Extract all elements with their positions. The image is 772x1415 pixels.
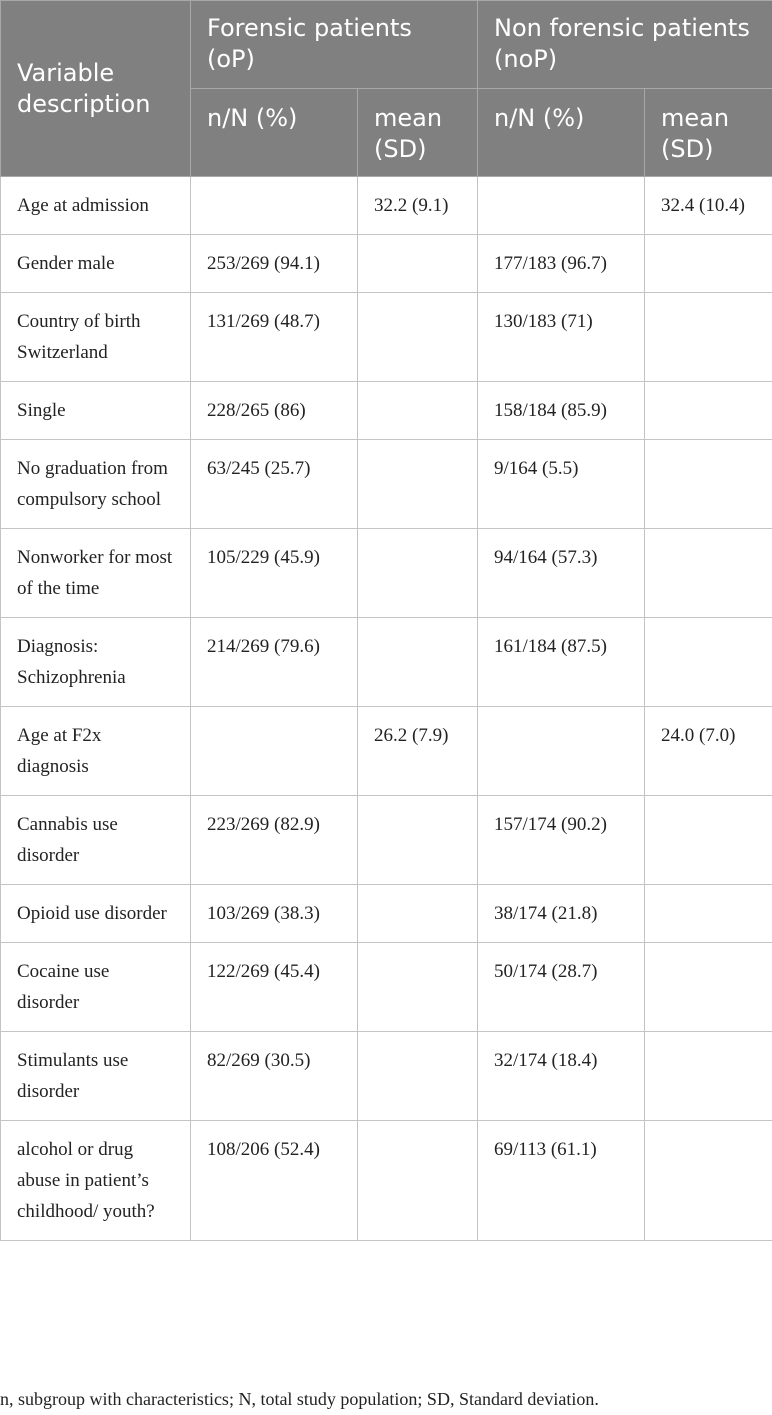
table-row bbox=[1, 293, 772, 382]
cell-op-n-percent: 131/269 (48.7) bbox=[191, 293, 358, 382]
cell-variable: Cocaine use disorder bbox=[1, 943, 191, 1032]
cell-op-n-percent: 103/269 (38.3) bbox=[191, 885, 358, 943]
cell-variable: Age at F2x diagnosis bbox=[1, 707, 191, 796]
header-forensic-patients: Forensic patients (oP) bbox=[191, 1, 478, 89]
cell-variable: Stimulants use disorder bbox=[1, 1032, 191, 1121]
cell-nop-n-percent: 94/164 (57.3) bbox=[478, 529, 645, 618]
cell-nop-n-percent: 177/183 (96.7) bbox=[478, 235, 645, 293]
cell-nop-mean-sd bbox=[645, 796, 772, 885]
cell-op-mean-sd bbox=[358, 529, 478, 618]
cell-nop-mean-sd bbox=[645, 943, 772, 1032]
table-row bbox=[1, 235, 772, 293]
cell-op-mean-sd bbox=[358, 1121, 478, 1241]
cell-nop-mean-sd bbox=[645, 440, 772, 529]
cell-nop-mean-sd bbox=[645, 885, 772, 943]
table-row bbox=[1, 796, 772, 885]
table-row bbox=[1, 1121, 772, 1241]
header-variable-description: Variable description bbox=[1, 1, 191, 177]
cell-variable: Gender male bbox=[1, 235, 191, 293]
cell-variable: Opioid use disorder bbox=[1, 885, 191, 943]
cell-op-mean-sd bbox=[358, 440, 478, 529]
cell-op-n-percent: 228/265 (86) bbox=[191, 382, 358, 440]
cell-nop-n-percent: 32/174 (18.4) bbox=[478, 1032, 645, 1121]
table-body bbox=[1, 177, 772, 1241]
table-header bbox=[1, 1, 772, 177]
table-row bbox=[1, 943, 772, 1032]
cell-op-mean-sd bbox=[358, 1032, 478, 1121]
cell-op-n-percent: 253/269 (94.1) bbox=[191, 235, 358, 293]
header-op-n-percent: n/N (%) bbox=[191, 89, 358, 177]
cell-op-n-percent bbox=[191, 707, 358, 796]
cell-nop-n-percent: 130/183 (71) bbox=[478, 293, 645, 382]
header-op-mean-sd: mean (SD) bbox=[358, 89, 478, 177]
cell-nop-mean-sd bbox=[645, 293, 772, 382]
header-nop-mean-sd: mean (SD) bbox=[645, 89, 772, 177]
cell-op-mean-sd bbox=[358, 618, 478, 707]
cell-variable: Age at admission bbox=[1, 177, 191, 235]
table-footnote: n, subgroup with characteristics; N, total study population; SD, Standard deviation. bbox=[0, 1389, 599, 1409]
cell-variable: Diagnosis: Schizophrenia bbox=[1, 618, 191, 707]
cell-nop-n-percent: 9/164 (5.5) bbox=[478, 440, 645, 529]
cell-nop-n-percent: 69/113 (61.1) bbox=[478, 1121, 645, 1241]
cell-op-n-percent: 105/229 (45.9) bbox=[191, 529, 358, 618]
cell-op-mean-sd bbox=[358, 796, 478, 885]
cell-nop-n-percent bbox=[478, 707, 645, 796]
cell-op-n-percent: 122/269 (45.4) bbox=[191, 943, 358, 1032]
cell-nop-n-percent: 157/174 (90.2) bbox=[478, 796, 645, 885]
cell-variable: No graduation from compulsory school bbox=[1, 440, 191, 529]
cell-variable: Cannabis use disorder bbox=[1, 796, 191, 885]
cell-nop-n-percent: 50/174 (28.7) bbox=[478, 943, 645, 1032]
cell-nop-mean-sd bbox=[645, 618, 772, 707]
header-row-groups bbox=[1, 1, 772, 89]
cell-op-mean-sd bbox=[358, 943, 478, 1032]
cell-op-mean-sd: 32.2 (9.1) bbox=[358, 177, 478, 235]
cell-nop-n-percent: 161/184 (87.5) bbox=[478, 618, 645, 707]
cell-op-n-percent: 82/269 (30.5) bbox=[191, 1032, 358, 1121]
cell-op-n-percent bbox=[191, 177, 358, 235]
cell-nop-mean-sd bbox=[645, 382, 772, 440]
header-non-forensic-patients: Non forensic patients (noP) bbox=[478, 1, 772, 89]
cell-nop-n-percent: 158/184 (85.9) bbox=[478, 382, 645, 440]
table-row bbox=[1, 707, 772, 796]
table-row bbox=[1, 1032, 772, 1121]
cell-variable: Nonworker for most of the time bbox=[1, 529, 191, 618]
cell-nop-mean-sd bbox=[645, 1032, 772, 1121]
cell-op-mean-sd bbox=[358, 293, 478, 382]
cell-nop-n-percent: 38/174 (21.8) bbox=[478, 885, 645, 943]
cell-nop-n-percent bbox=[478, 177, 645, 235]
cell-op-n-percent: 108/206 (52.4) bbox=[191, 1121, 358, 1241]
cell-op-n-percent: 214/269 (79.6) bbox=[191, 618, 358, 707]
cell-op-mean-sd bbox=[358, 235, 478, 293]
cell-nop-mean-sd: 32.4 (10.4) bbox=[645, 177, 772, 235]
cell-nop-mean-sd bbox=[645, 1121, 772, 1241]
cell-variable: Country of birth Switzerland bbox=[1, 293, 191, 382]
table-row bbox=[1, 382, 772, 440]
cell-nop-mean-sd: 24.0 (7.0) bbox=[645, 707, 772, 796]
cell-op-n-percent: 223/269 (82.9) bbox=[191, 796, 358, 885]
header-nop-n-percent: n/N (%) bbox=[478, 89, 645, 177]
cell-op-mean-sd bbox=[358, 885, 478, 943]
cell-nop-mean-sd bbox=[645, 235, 772, 293]
cell-variable: alcohol or drug abuse in patient’s childhood/ youth? bbox=[1, 1121, 191, 1241]
table-row bbox=[1, 618, 772, 707]
table-row bbox=[1, 529, 772, 618]
cell-variable: Single bbox=[1, 382, 191, 440]
cell-op-n-percent: 63/245 (25.7) bbox=[191, 440, 358, 529]
table-row bbox=[1, 885, 772, 943]
cell-nop-mean-sd bbox=[645, 529, 772, 618]
table-row bbox=[1, 177, 772, 235]
table-row bbox=[1, 440, 772, 529]
cell-op-mean-sd: 26.2 (7.9) bbox=[358, 707, 478, 796]
cell-op-mean-sd bbox=[358, 382, 478, 440]
